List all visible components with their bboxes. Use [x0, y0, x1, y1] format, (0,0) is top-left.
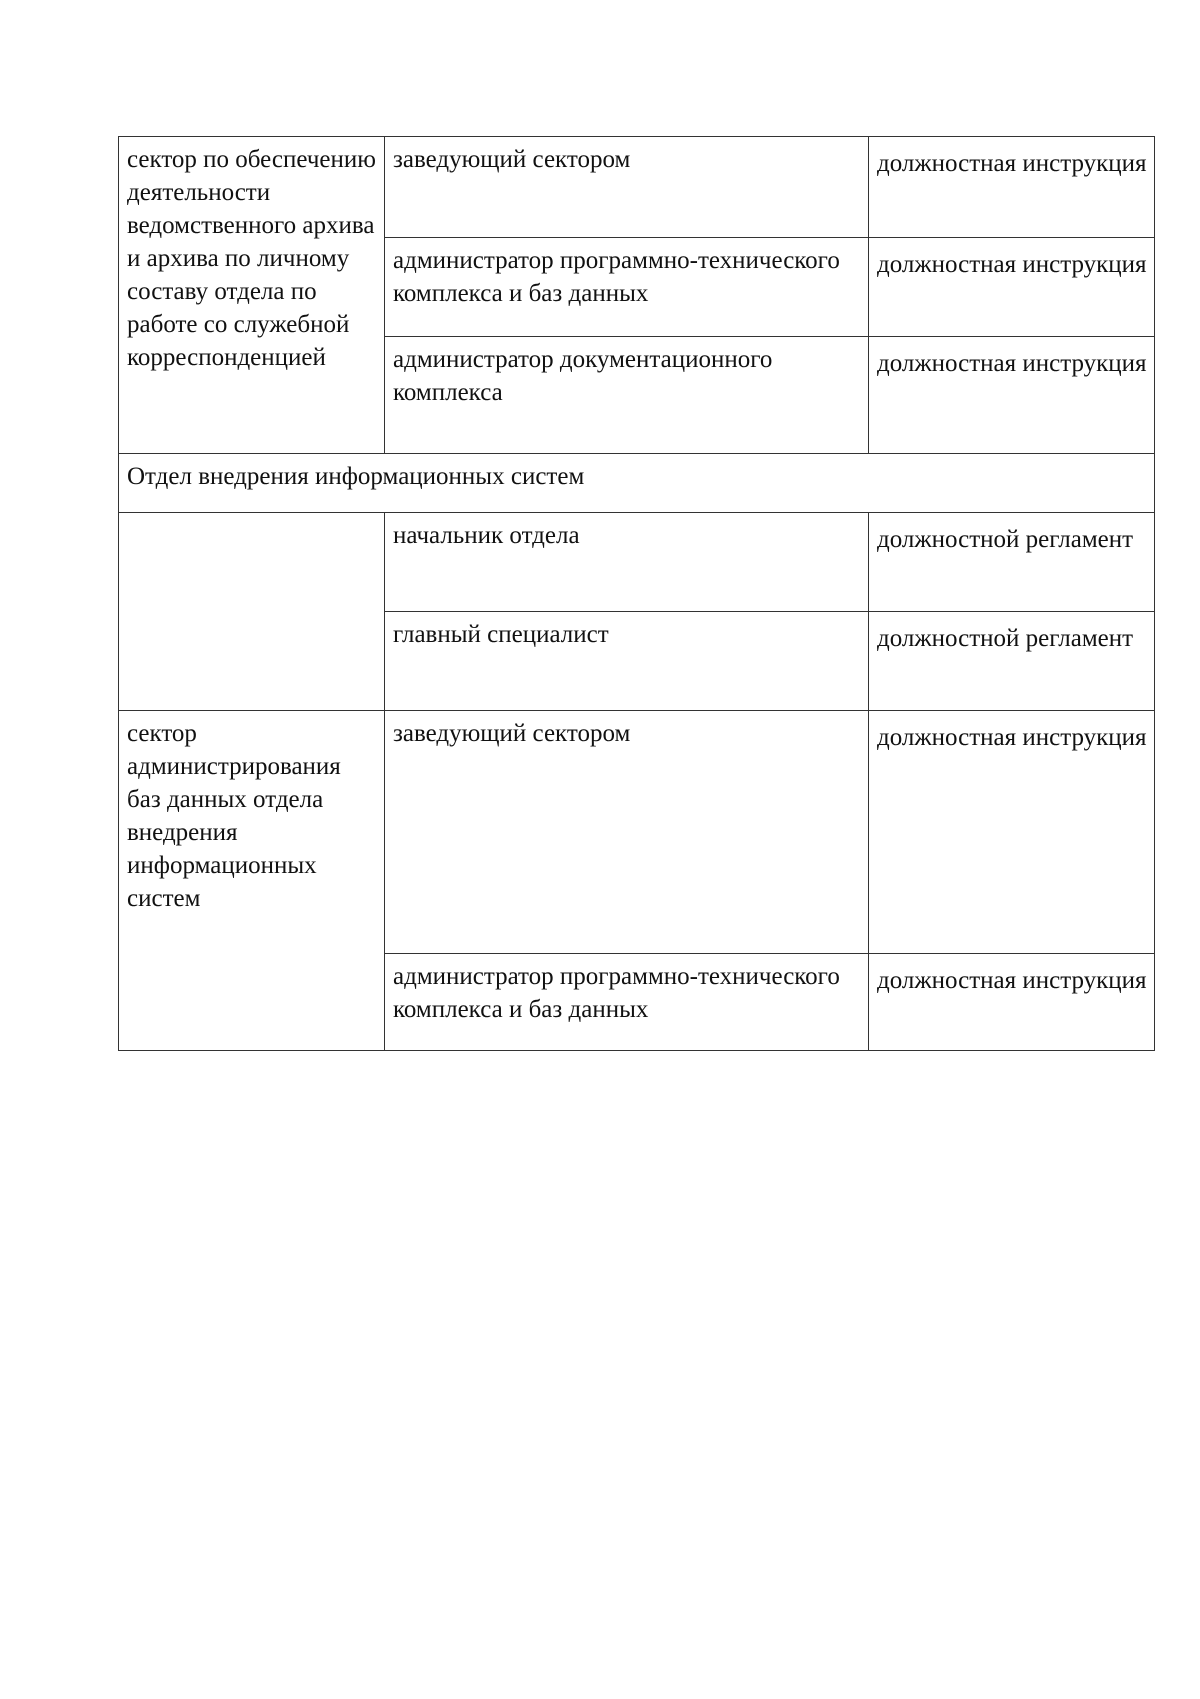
unit-cell	[119, 137, 385, 454]
document-type: должностная инструкция	[877, 724, 1147, 751]
position-name: заведующий сектором	[393, 146, 631, 173]
department-row	[119, 454, 1155, 513]
document-cell	[869, 711, 1155, 954]
position-name: администратор программно-технического комплекса и баз данных	[393, 963, 840, 1023]
position-name: заведующий сектором	[393, 720, 631, 747]
positions-table	[118, 136, 1155, 1051]
document-cell	[869, 137, 1155, 238]
position-cell	[385, 137, 869, 238]
document-cell	[869, 954, 1155, 1051]
position-name: администратор программно-технического комплекса и баз данных	[393, 247, 840, 307]
document-type: должностной регламент	[877, 625, 1134, 652]
position-name: администратор документационного комплекса	[393, 346, 773, 406]
unit-name: сектор по обеспечению деятельности ведомственного архива и архива по личному составу отдела по работе со служебной корреспонденцией	[127, 146, 376, 371]
position-cell	[385, 954, 869, 1051]
position-name: главный специалист	[393, 621, 609, 648]
document-cell	[869, 337, 1155, 454]
document-cell	[869, 513, 1155, 612]
position-name: начальник отдела	[393, 522, 580, 549]
document-cell	[869, 612, 1155, 711]
position-cell	[385, 612, 869, 711]
table-row	[119, 137, 1155, 238]
document-cell	[869, 238, 1155, 337]
document-type: должностная инструкция	[877, 251, 1147, 278]
table-row	[119, 513, 1155, 612]
unit-name: сектор администрирования баз данных отдела внедрения информационных систем	[127, 720, 341, 912]
department-header-cell	[119, 454, 1155, 513]
document-type: должностная инструкция	[877, 350, 1147, 377]
unit-cell	[119, 513, 385, 711]
table-row	[119, 711, 1155, 954]
department-title: Отдел внедрения информационных систем	[127, 463, 585, 490]
document-type: должностная инструкция	[877, 150, 1147, 177]
position-cell	[385, 337, 869, 454]
position-cell	[385, 513, 869, 612]
position-cell	[385, 711, 869, 954]
unit-cell	[119, 711, 385, 1051]
document-type: должностной регламент	[877, 526, 1134, 553]
document-type: должностная инструкция	[877, 967, 1147, 994]
position-cell	[385, 238, 869, 337]
